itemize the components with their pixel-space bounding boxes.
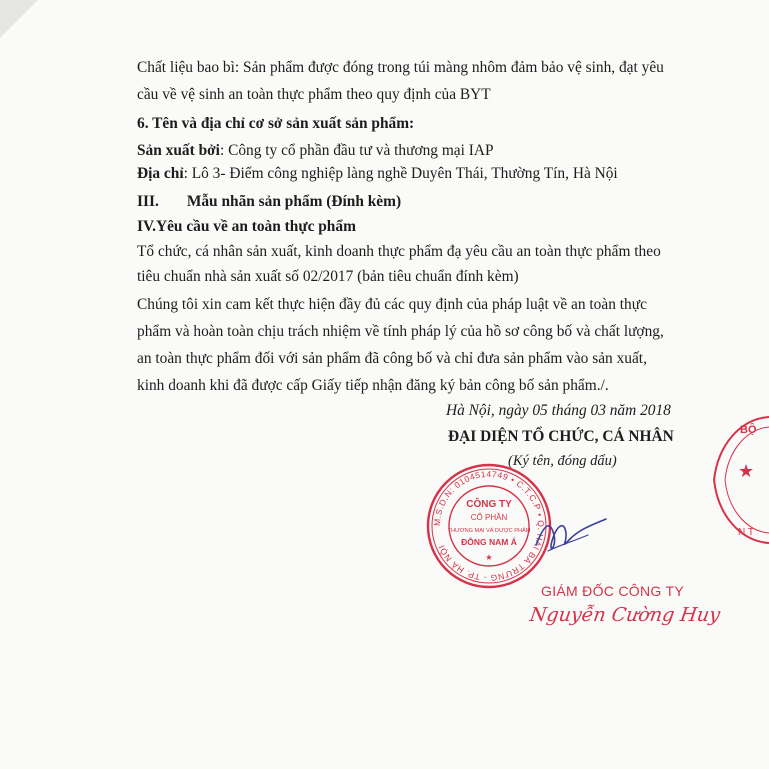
section-4-heading: IV.Yêu cầu về an toàn thực phẩm	[137, 218, 356, 235]
folded-corner	[0, 0, 38, 38]
handwritten-signature	[530, 505, 610, 565]
representative-heading: ĐẠI DIỆN TỔ CHỨC, CÁ NHÂN	[448, 428, 674, 445]
paragraph-requirements-line-1: Tổ chức, cá nhân sản xuất, kinh doanh thực phẩm đạ yêu cầu an toàn thực phẩm theo	[137, 243, 661, 260]
paragraph-packaging-line-2: cầu về vệ sinh an toàn thực phẩm theo quy định của BYT	[137, 86, 491, 103]
address-value: : Lô 3- Điểm công nghiệp làng nghề Duyên Thái, Thường Tín, Hà Nội	[183, 165, 618, 182]
seal-ring-text: M.S.D.N: 0104514749 • C.T.C.P • Q. HAI BÀ TRƯNG - TP. HÀ NỘI	[431, 468, 547, 584]
section-3-number: III.	[137, 193, 159, 210]
producer-label: Sản xuất bởi	[137, 142, 220, 159]
side-seal-star-icon: ★	[738, 461, 755, 481]
seal-star-icon: ★	[485, 553, 493, 562]
seal-line-1: CÔNG TY	[466, 499, 512, 510]
paragraph-commitment-line-1: Chúng tôi xin cam kết thực hiện đầy đủ các quy định của pháp luật về an toàn thực	[137, 296, 647, 313]
paragraph-packaging-line-1: Chất liệu bao bì: Sản phẩm được đóng trong túi màng nhôm đảm bảo vệ sinh, đạt yêu	[137, 59, 664, 76]
producer-value: : Công ty cổ phần đầu tư và thương mại IAP	[219, 142, 494, 159]
sign-and-seal-instruction: (Ký tên, đóng dấu)	[508, 453, 617, 469]
section-6-heading: 6. Tên và địa chỉ cơ sở sản xuất sản phẩm:	[137, 115, 415, 132]
director-title: GIÁM ĐỐC CÔNG TY	[541, 583, 684, 599]
seal-line-3: THƯƠNG MẠI VÀ DƯỢC PHẨM	[447, 528, 531, 534]
address-label: Địa chỉ	[137, 165, 184, 182]
producer-line	[137, 142, 494, 160]
side-seal-top-text: BỘ	[740, 424, 757, 436]
paragraph-commitment-line-4: kinh doanh khi đã được cấp Giấy tiếp nhận đăng ký bản công bố sản phẩm./.	[137, 377, 609, 394]
side-seal-bottom-text: N T	[738, 527, 754, 538]
paragraph-requirements-line-2: tiêu chuẩn nhà sản xuất số 02/2017 (bản tiêu chuẩn đính kèm)	[137, 268, 519, 285]
seal-line-4: ĐÔNG NAM Á	[461, 537, 517, 547]
section-3-line	[137, 193, 401, 211]
section-3-heading: Mẫu nhãn sản phẩm (Đính kèm)	[186, 193, 402, 210]
partial-side-seal	[700, 415, 769, 545]
paragraph-commitment-line-3: an toàn thực phẩm đối với sản phẩm đã công bố và chỉ đưa sản phẩm vào sản xuất,	[137, 350, 647, 367]
seal-line-2: CỔ PHẦN	[470, 513, 508, 522]
paragraph-commitment-line-2: phẩm và hoàn toàn chịu trách nhiệm về tính pháp lý của hồ sơ công bố và chất lượng,	[137, 323, 664, 340]
address-line	[137, 165, 618, 183]
signing-date: Hà Nội, ngày 05 tháng 03 năm 2018	[446, 402, 671, 419]
director-name: Nguyễn Cường Huy	[528, 604, 722, 626]
